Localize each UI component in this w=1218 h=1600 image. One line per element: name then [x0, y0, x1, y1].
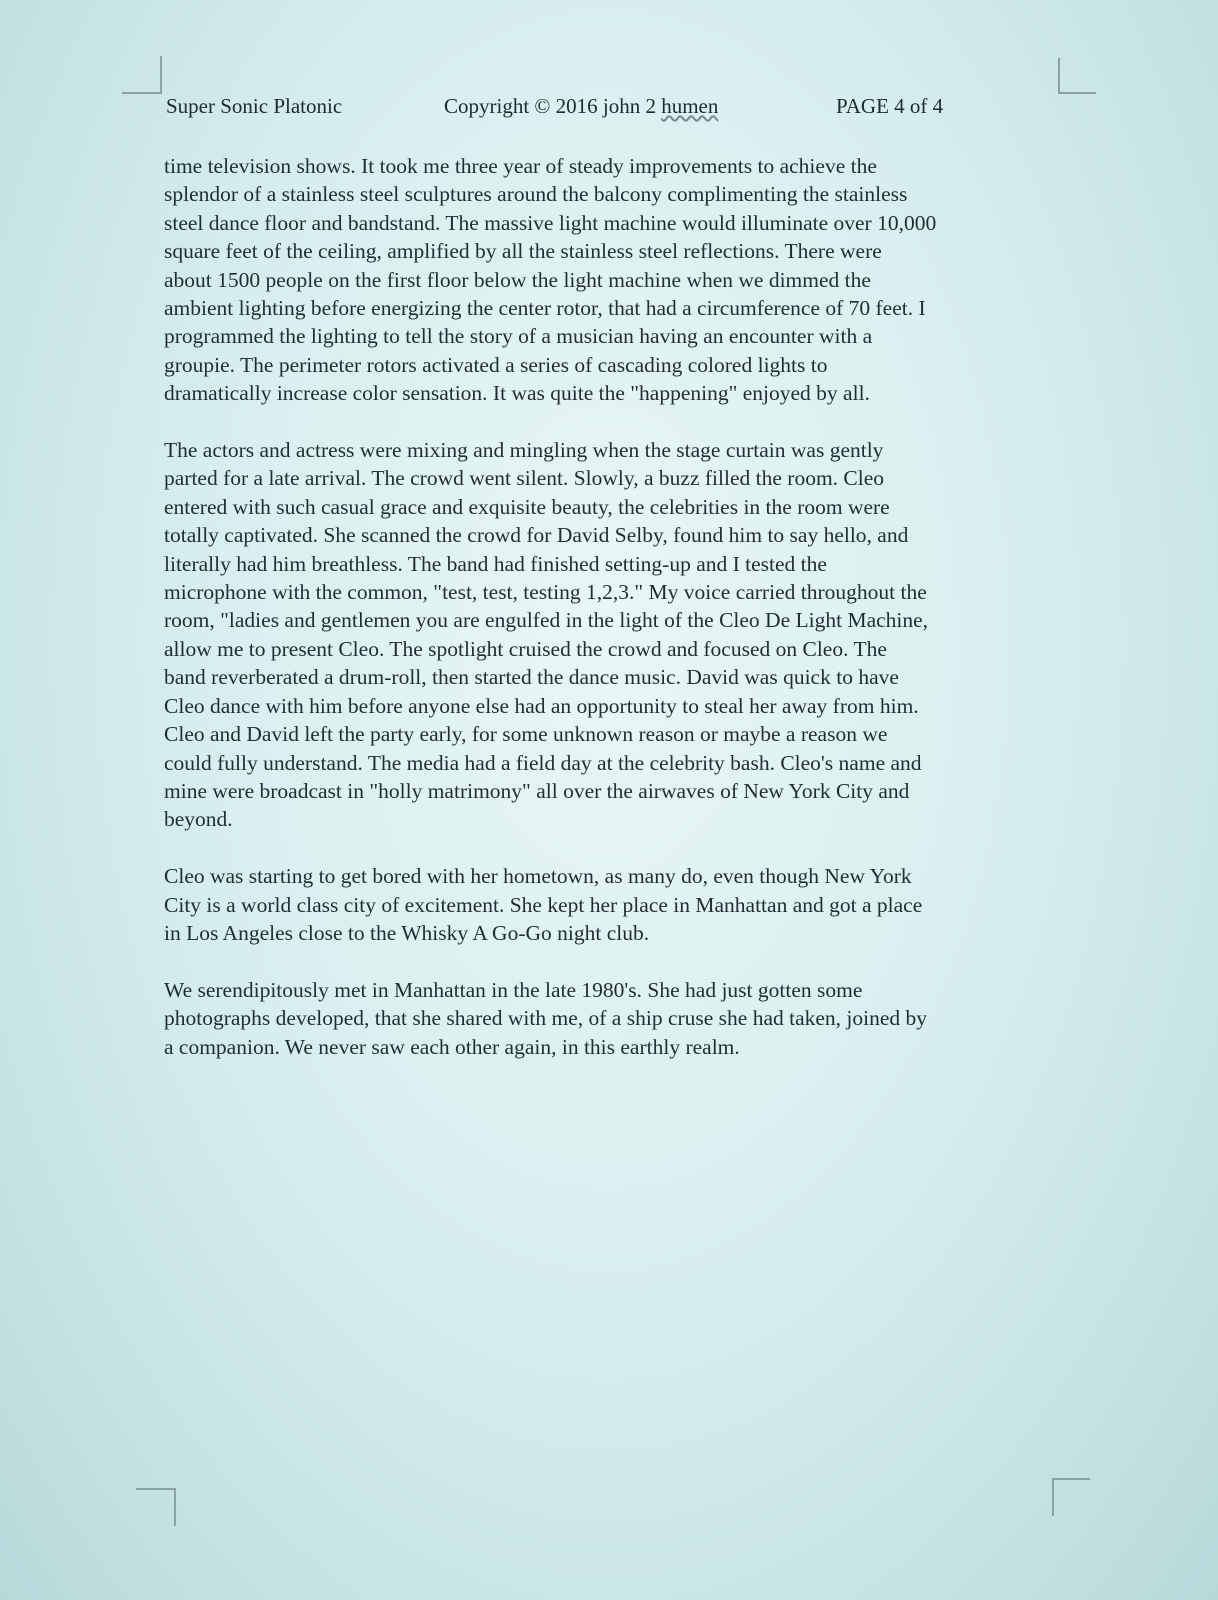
crop-mark-top-left	[122, 56, 162, 94]
paragraph-2: The actors and actress were mixing and mingling when the stage curtain was gently parted for a late arrival. The crowd went silent. Slowly, a buzz filled the room. Cleo entered with such casual grace and exquisite beauty, the celebrities in the room were totally captivated. She scanned the crowd for David Selby, found him to say hello, and literally had him breathless. The band had finished setting-up and I tested the microphone with the common, "test, test, testing 1,2,3." My voice carried throughout the room, "ladies and gentlemen you are engulfed in the light of the Cleo De Light Machine, allow me to present Cleo. The spotlight cruised the crowd and focused on Cleo. The band reverberated a drum-roll, then started the dance music. David was quick to have Cleo dance with him before anyone else had an opportunity to steal her away from him. Cleo and David left the party early, for some unknown reason or maybe a reason we could fully understand. The media had a field day at the celebrity bash. Cleo's name and mine were broadcast in "holly matrimony" all over the airwaves of New York City and beyond.	[164, 438, 929, 832]
paragraph-1: time television shows. It took me three year of steady improvements to achieve the splendor of a stainless steel sculptures around the balcony complimenting the stainless steel dance floor and bandstand. The massive light machine would illuminate over 10,000 square feet of the ceiling, amplified by all the stainless steel reflections. There were about 1500 people on the first floor below the light machine when we dimmed the ambient lighting before energizing the center rotor, that had a circumference of 70 feet. I programmed the lighting to tell the story of a musician having an encounter with a groupie. The perimeter rotors activated a series of cascading colored lights to dramatically increase color sensation. It was quite the "happening" enjoyed by all.	[164, 154, 937, 406]
crop-mark-bottom-left	[136, 1488, 176, 1526]
header-copyright	[444, 94, 718, 119]
paragraph-3: Cleo was starting to get bored with her hometown, as many do, even though New York City is a world class city of excitement. She kept her place in Manhattan and got a place in Los Angeles close to the Whisky A Go-Go night club.	[164, 864, 923, 945]
header-page-number: PAGE 4 of 4	[836, 94, 944, 118]
header-author: humen	[661, 94, 719, 118]
header-title: Super Sonic Platonic	[166, 94, 343, 118]
header-copyright-text: Copyright © 2016 john 2	[444, 94, 662, 118]
paragraph-4: We serendipitously met in Manhattan in the late 1980's. She had just gotten some photographs developed, that she shared with me, of a ship cruse she had taken, joined by a companion. We never saw each other again, in this earthly realm.	[164, 977, 928, 1059]
crop-mark-bottom-right	[1052, 1478, 1090, 1516]
page-header	[166, 94, 986, 124]
document-body	[164, 152, 1064, 1089]
crop-mark-top-right	[1058, 58, 1096, 94]
